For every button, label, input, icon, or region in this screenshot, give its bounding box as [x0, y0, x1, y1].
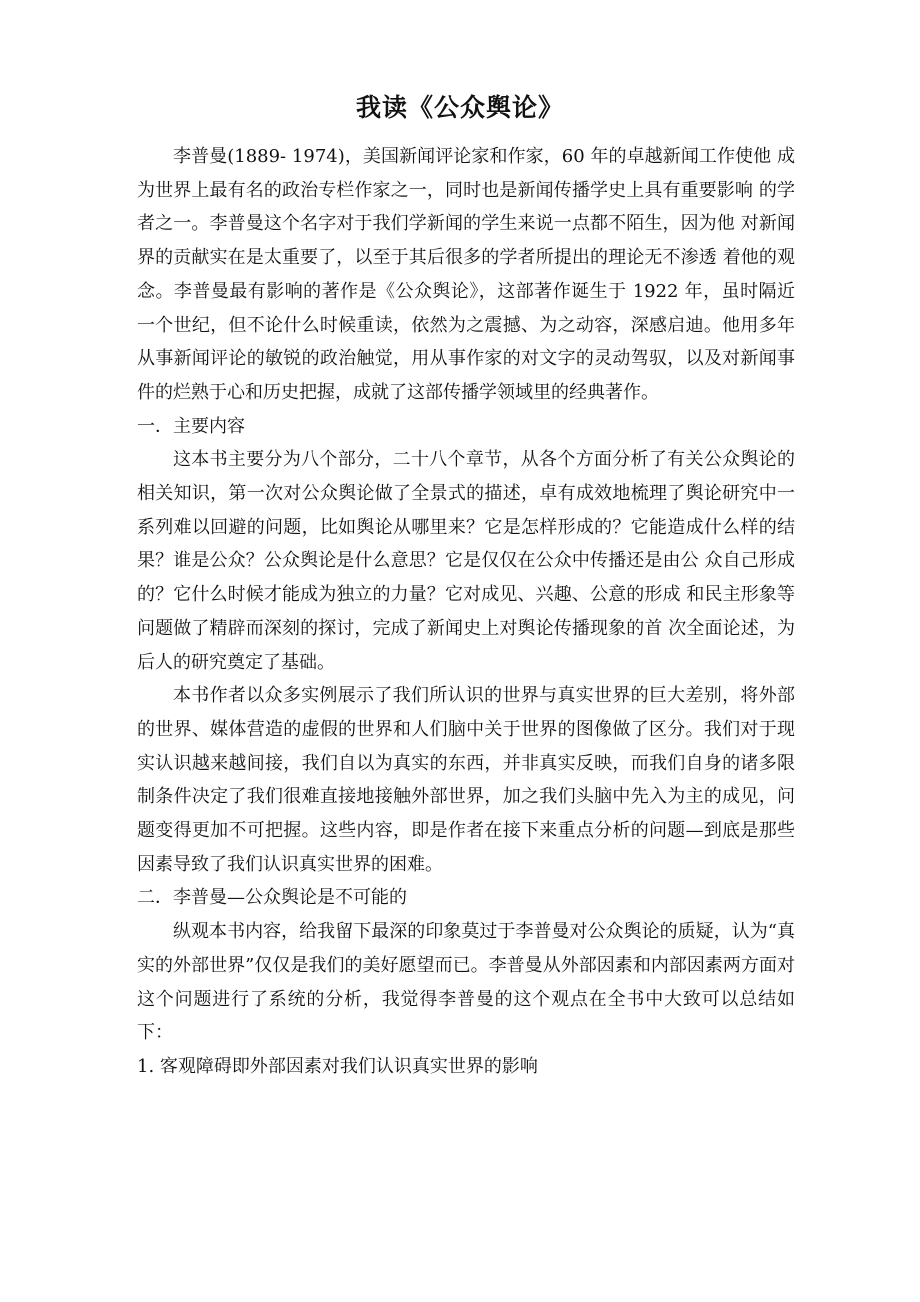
section-heading-main-content: 一．主要内容: [137, 415, 245, 437]
paragraph-overview: 纵观本书内容，给我留下最深的印象莫过于李普曼对公众舆论的质疑，认为“真实的外部世界”仅仅是我们的美好愿望而已。李普曼从外部因素和内部因素两方面对这个问题进行了系统的分析，我觉得李普曼的这个观点在全书中大致可以总结如下：: [137, 921, 795, 1044]
paragraph-world-difference: 本书作者以众多实例展示了我们所认识的世界与真实世界的巨大差别，将外部的世界、媒体营造的虚假的世界和人们脑中关于世界的图像做了区分。我们对于现实认识越来越间接，我们自以为真实的东西，并非真实反映，而我们自身的诸多限制条件决定了我们很难直接地接触外部世界，加之我们头脑中先入为主的成见，问题变得更加不可把握。这些内容，即是作者在接下来重点分析的问题—到底是那些因素导致了我们认识真实世界的困难。: [137, 685, 795, 875]
paragraph-intro: 李普曼(1889- 1974)，美国新闻评论家和作家，60 年的卓越新闻工作使他 成为世界上最有名的政治专栏作家之一，同时也是新闻传播学史上具有重要影响 的学者之一。李普曼这个名字对于我们学新闻的学生来说一点都不陌生，因为他 对新闻界的贡献实在是太重要了，以至于其后很多的学者所提出的理论无不渗透 着他的观念。李普曼最有影响的著作是《公众舆论》，这部著作诞生于 1922 年，虽时隔近一个世纪，但不论什么时候重读，依然为之震撼、为之动容，深感启迪。他用多年从事新闻评论的敏锐的政治触觉，用从事作家的对文字的灵动驾驭，以及对新闻事件的烂熟于心和历史把握，成就了这部传播学领域里的经典著作。: [137, 146, 795, 403]
document-body: [137, 140, 795, 1084]
subsection-heading-external-factors: 1. 客观障碍即外部因素对我们认识真实世界的影响: [137, 1055, 538, 1077]
section-heading-public-opinion-impossible: 二．李普曼—公众舆论是不可能的: [137, 887, 407, 909]
document-title: 我读《公众舆论》: [355, 93, 564, 122]
paragraph-book-structure: 这本书主要分为八个部分，二十八个章节，从各个方面分析了有关公众舆论的相关知识，第一次对公众舆论做了全景式的描述，卓有成效地梳理了舆论研究中一系列难以回避的问题，比如舆论从哪里来？它是怎样形成的？它能造成什么样的结果？谁是公众？公众舆论是什么意思？它是仅仅在公众中传播还是由公 众自己形成的？它什么时候才能成为独立的力量？它对成见、兴趣、公意的形成 和民主形象等问题做了精辟而深刻的探讨，完成了新闻史上对舆论传播现象的首 次全面论述，为后人的研究奠定了基础。: [137, 449, 795, 673]
